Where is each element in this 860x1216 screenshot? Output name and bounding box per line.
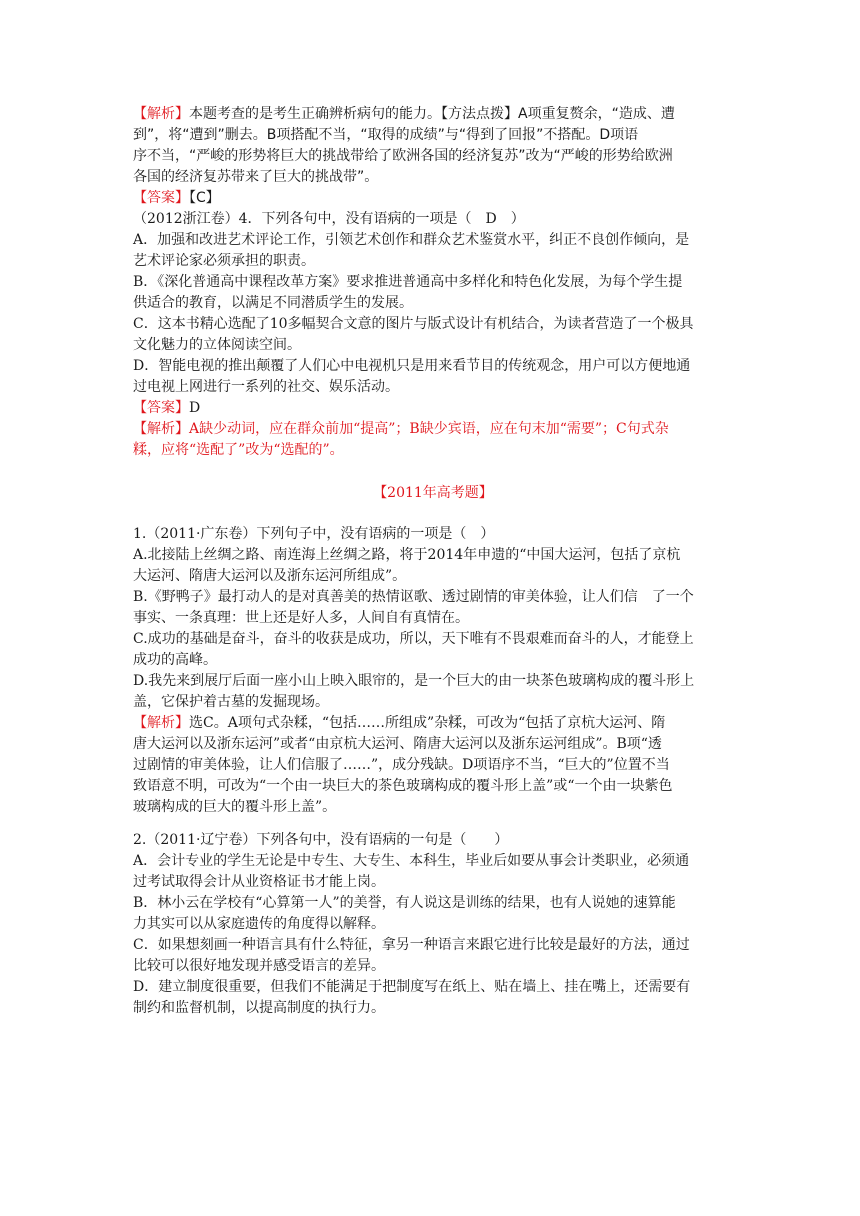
option-a-cont: 大运河、隋唐大运河以及浙东运河所组成”。	[133, 568, 407, 584]
option-d: D．建立制度很重要，但我们不能满足于把制度写在纸上、贴在墙上、挂在嘴上，还需要有	[133, 979, 691, 995]
analysis-line: 糅，应将“选配了”改为“选配的”。	[133, 442, 344, 458]
answer-value: D	[189, 400, 201, 416]
option-b: B．林小云在学校有“心算第一人”的美誉，有人说这是训练的结果，也有人说她的速算能	[133, 895, 676, 911]
option-d-cont: 制约和监督机制，以提高制度的执行力。	[133, 1000, 385, 1016]
analysis-tag: 【解析】	[133, 715, 189, 731]
answer-line	[133, 398, 733, 419]
option-b-cont: 事实、一条真理：世上还是好人多，人间自有真情在。	[133, 610, 469, 626]
option-b: B.《野鸭子》最打动人的是对真善美的热情讴歌、透过剧情的审美体验，让人们信 了一个	[133, 589, 694, 605]
question-stem: 2.（2011·辽宁卷）下列各句中，没有语病的一句是（ ）	[133, 832, 509, 848]
text-line: 【解析】本题考查的是考生正确辨析病句的能力。【方法点拨】A项重复赘余，“造成、遭	[133, 106, 675, 122]
option-c: C．这本书精心选配了10多幅契合文意的图片与版式设计有机结合，为读者营造了一个极具	[133, 316, 694, 332]
analysis-line: 【解析】选C。A项句式杂糅，“包括……所组成”杂糅，可改为“包括了京杭大运河、隋	[133, 715, 666, 731]
option-a-cont: 过考试取得会计从业资格证书才能上岗。	[133, 874, 385, 890]
option-d: D．智能电视的推出颠覆了人们心中电视机只是用来看节目的传统观念，用户可以方便地通	[133, 358, 691, 374]
question-stem: （2012浙江卷）4．下列各句中，没有语病的一项是（ D ）	[133, 211, 525, 227]
option-b-cont: 力其实可以从家庭遗传的角度得以解释。	[133, 916, 385, 932]
option-b: B．《深化普通高中课程改革方案》要求推进普通高中多样化和特色化发展，为每个学生提	[133, 274, 683, 290]
analysis-line: 【解析】A缺少动词，应在群众前加“提高”；B缺少宾语，应在句末加“需要”；C句式杂	[133, 421, 669, 437]
option-c-cont: 比较可以很好地发现并感受语言的差异。	[133, 958, 385, 974]
option-a: A．加强和改进艺术评论工作，引领艺术创作和群众艺术鉴赏水平，纠正不良创作倾向，是	[133, 232, 690, 248]
answer-line	[133, 188, 733, 209]
analysis-line: 唐大运河以及浙东运河”或者“由京杭大运河、隋唐大运河以及浙东运河组成”。B项“透	[133, 736, 662, 752]
answer-tag: 【答案】	[133, 190, 189, 206]
section-heading: 【2011年高考题】	[373, 485, 493, 501]
question-2011-liaoning-2	[133, 830, 733, 1019]
analysis-section-1	[133, 104, 733, 209]
option-c: C．如果想刻画一种语言具有什么特征，拿另一种语言来跟它进行比较是最好的方法，通过	[133, 937, 690, 953]
analysis-line: 过剧情的审美体验，让人们信服了……”，成分残缺。D项语序不当，“巨大的”位置不当	[133, 757, 670, 773]
option-c-cont: 成功的高峰。	[133, 652, 217, 668]
analysis-tag: 【解析】	[133, 106, 189, 122]
option-d-cont: 过电视上网进行一系列的社交、娱乐活动。	[133, 379, 399, 395]
option-d: D.我先来到展厅后面一座小山上映入眼帘的，是一个巨大的由一块茶色玻璃构成的覆斗形上	[133, 673, 695, 689]
text-line: 各国的经济复苏带来了巨大的挑战带”。	[133, 169, 379, 185]
option-c-cont: 文化魅力的立体阅读空间。	[133, 337, 301, 353]
option-a: A.北接陆上丝绸之路、南连海上丝绸之路，将于2014年申遗的“中国大运河，包括了京杭	[133, 547, 681, 563]
text-line: 到”，将“遭到”删去。B项搭配不当，“取得的成绩”与“得到了回报”不搭配。D项语	[133, 127, 639, 143]
answer-tag: 【答案】	[133, 400, 189, 416]
answer-value: 【C】	[189, 190, 220, 206]
text-line: 序不当，“严峻的形势将巨大的挑战带给了欧洲各国的经济复苏”改为“严峻的形势给欧洲	[133, 148, 673, 164]
question-2011-guangdong-1	[133, 524, 733, 818]
analysis-line: 玻璃构成的巨大的覆斗形上盖”。	[133, 799, 337, 815]
option-b-cont: 供适合的教育，以满足不同潜质学生的发展。	[133, 295, 413, 311]
option-c: C.成功的基础是奋斗，奋斗的收获是成功，所以，天下唯有不畏艰难而奋斗的人，才能登上	[133, 631, 694, 647]
question-2012-zhejiang-4	[133, 209, 733, 461]
question-stem: 1.（2011·广东卷）下列句子中，没有语病的一项是（ ）	[133, 526, 495, 542]
option-a: A．会计专业的学生无论是中专生、大专生、本科生，毕业后如要从事会计类职业，必须通	[133, 853, 690, 869]
option-d-cont: 盖，它保护着古墓的发掘现场。	[133, 694, 329, 710]
analysis-line: 致语意不明，可改为“一个由一块巨大的茶色玻璃构成的覆斗形上盖”或“一个由一块紫色	[133, 778, 673, 794]
analysis-tag: 【解析】	[133, 421, 189, 437]
option-a-cont: 艺术评论家必须承担的职责。	[133, 253, 315, 269]
